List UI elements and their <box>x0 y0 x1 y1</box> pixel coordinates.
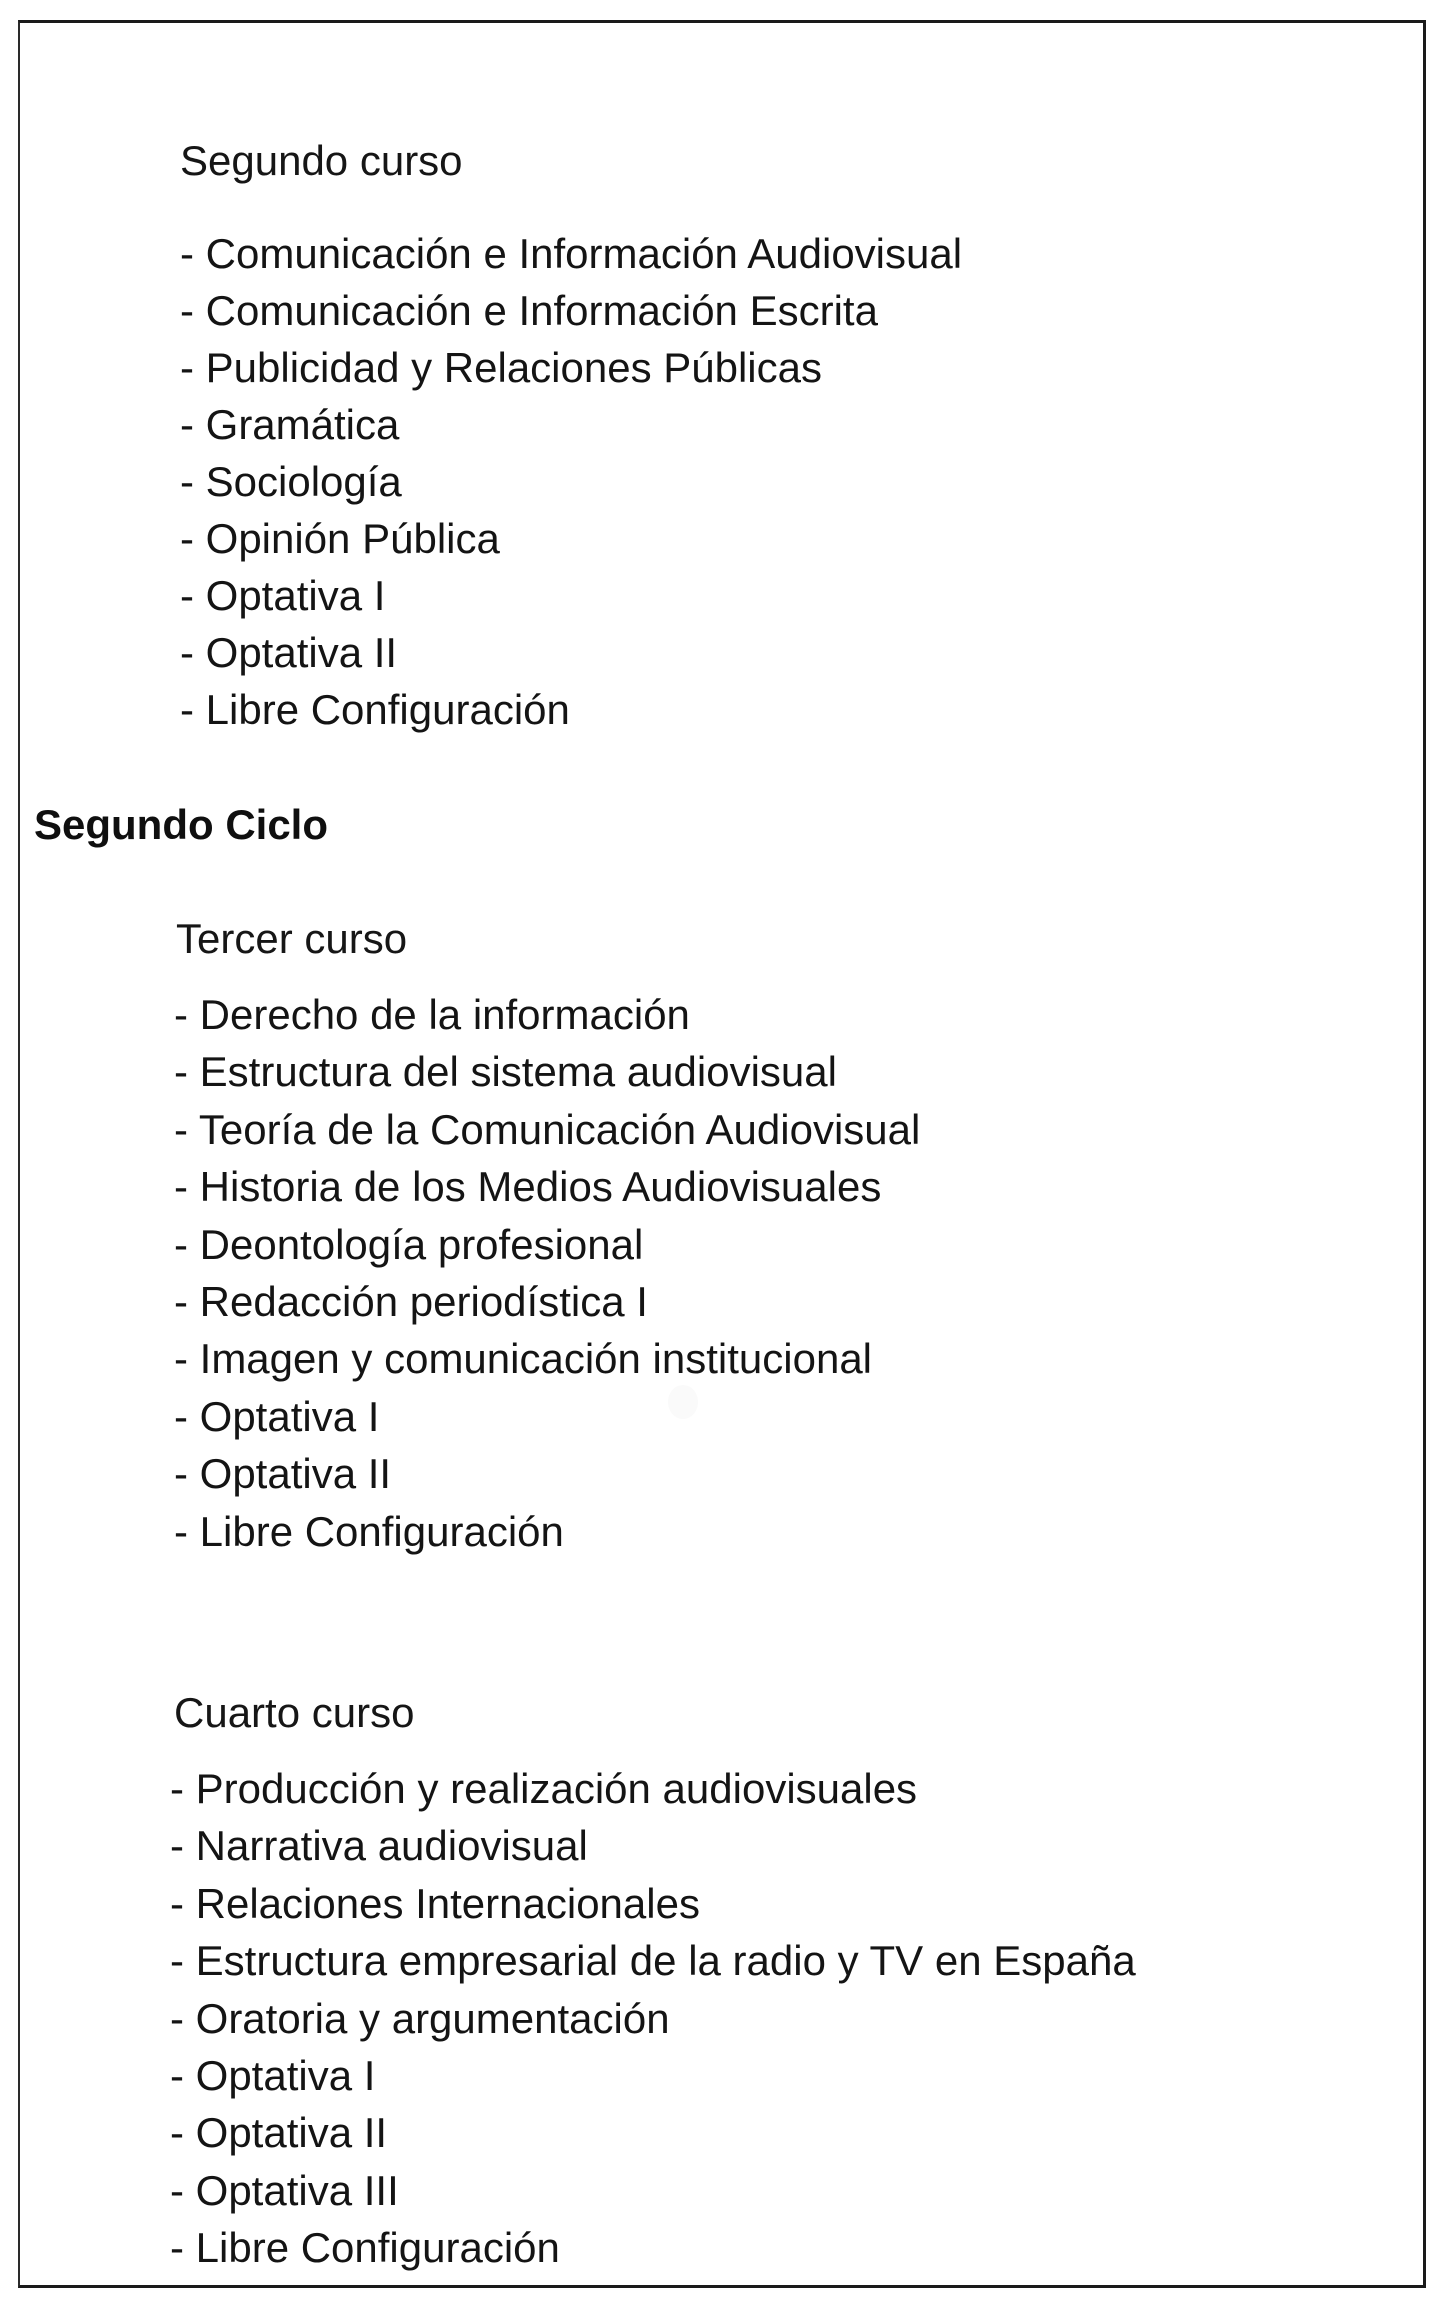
list-item: - Historia de los Medios Audiovisuales <box>174 1163 882 1211</box>
list-item: - Estructura del sistema audiovisual <box>174 1048 837 1096</box>
list-item: - Libre Configuración <box>170 2224 560 2272</box>
list-item: - Libre Configuración <box>180 686 570 733</box>
list-item: - Comunicación e Información Escrita <box>180 287 878 334</box>
list-item: - Relaciones Internacionales <box>170 1879 700 1927</box>
fourth-year-heading: Cuarto curso <box>174 1689 415 1736</box>
list-item: - Opinión Pública <box>180 515 500 562</box>
third-year-subject-list <box>174 986 920 1560</box>
list-item: - Oratoria y argumentación <box>170 1994 670 2042</box>
list-item: - Libre Configuración <box>174 1507 564 1555</box>
list-item: - Producción y realización audiovisuales <box>170 1765 918 1812</box>
second-cycle-heading: Segundo Ciclo <box>34 801 328 848</box>
second-year-subject-list <box>180 225 962 738</box>
list-item: - Optativa I <box>174 1392 380 1440</box>
list-item: - Estructura empresarial de la radio y TV en España <box>170 1937 1136 1985</box>
list-item: - Teoría de la Comunicación Audiovisual <box>174 1105 921 1153</box>
list-item: - Optativa II <box>174 1450 392 1498</box>
list-item: - Optativa II <box>170 2109 388 2157</box>
list-item: - Optativa III <box>170 2166 399 2214</box>
list-item: - Deontología profesional <box>174 1220 644 1268</box>
third-year-heading: Tercer curso <box>176 915 408 962</box>
list-item: - Redacción periodística I <box>174 1277 648 1325</box>
list-item: - Narrativa audiovisual <box>170 1822 588 1870</box>
list-item: - Sociología <box>180 458 402 505</box>
scan-speck <box>668 1385 698 1419</box>
list-item: - Comunicación e Información Audiovisual <box>180 230 963 277</box>
list-item: - Optativa I <box>180 572 386 619</box>
list-item: - Optativa II <box>180 629 398 676</box>
list-item: - Publicidad y Relaciones Públicas <box>180 344 822 391</box>
second-year-heading: Segundo curso <box>180 137 463 184</box>
list-item: - Derecho de la información <box>174 991 690 1038</box>
list-item: - Optativa I <box>170 2051 376 2099</box>
fourth-year-subject-list <box>170 1760 1136 2277</box>
list-item: - Imagen y comunicación institucional <box>174 1335 873 1383</box>
list-item: - Gramática <box>180 401 400 448</box>
